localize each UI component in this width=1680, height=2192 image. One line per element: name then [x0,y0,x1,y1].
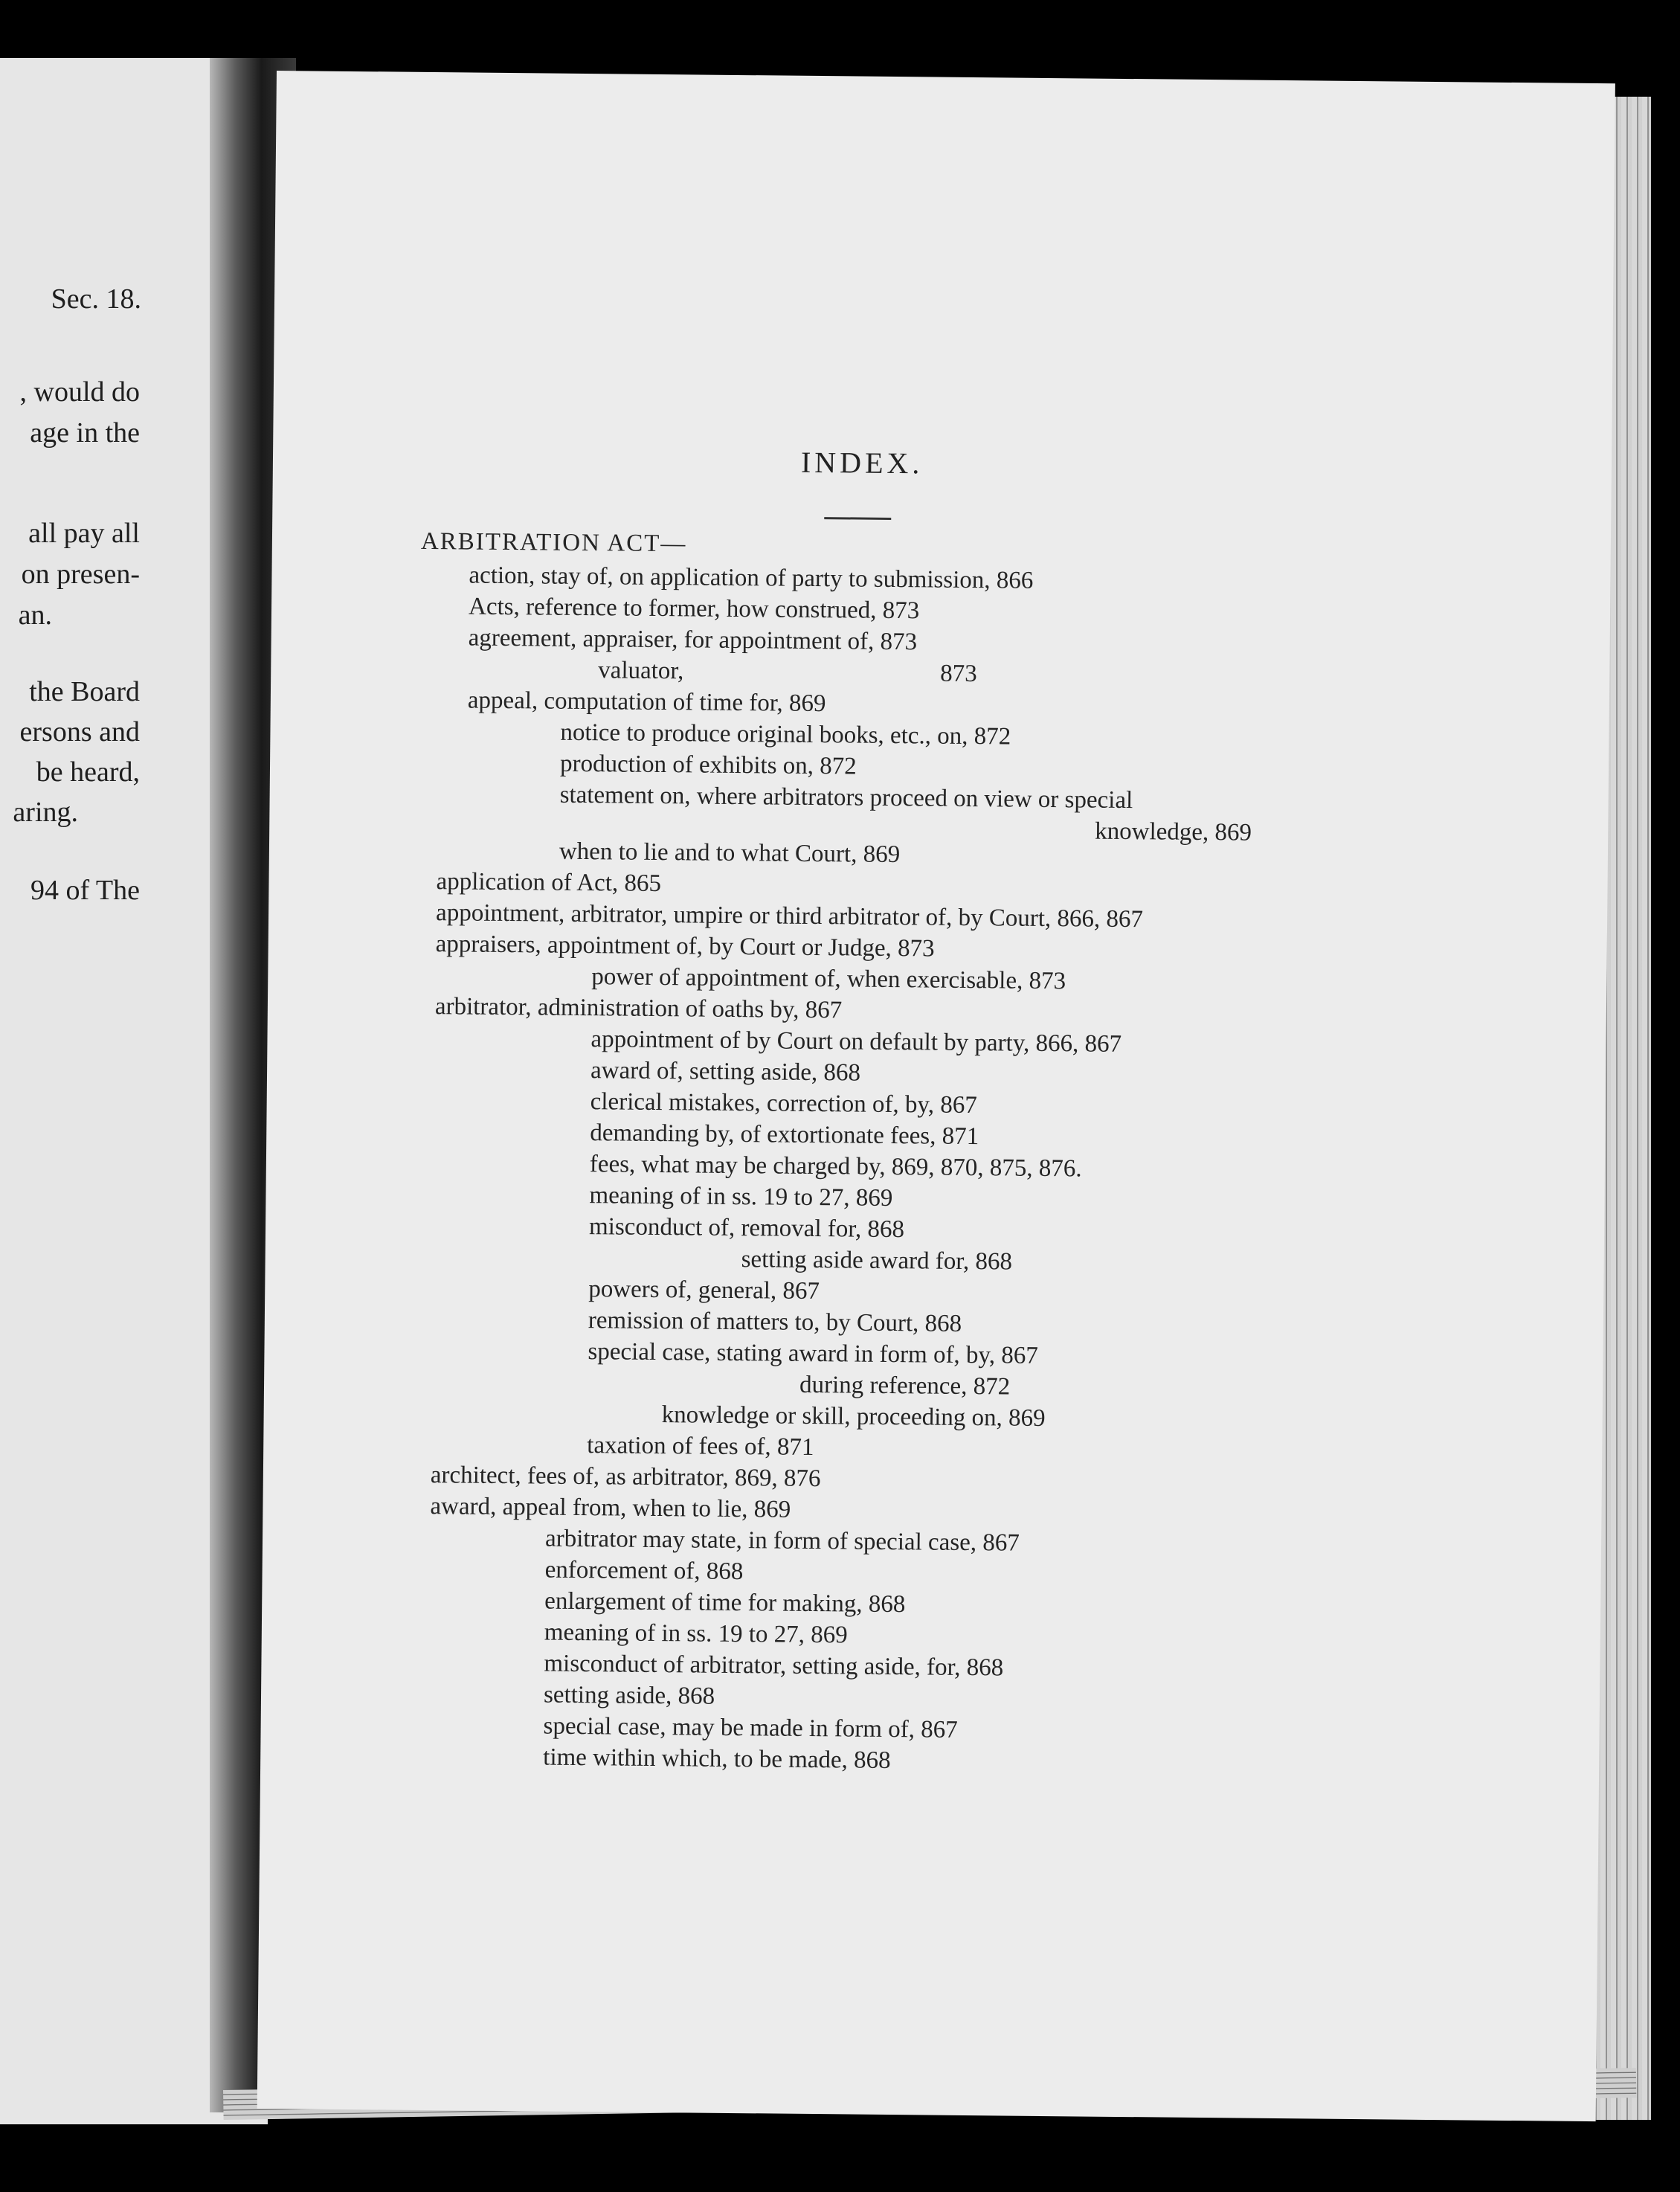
index-entry: special case, may be made in form of, 867 [543,1712,958,1743]
index-entry: enlargement of time for making, 868 [544,1587,906,1619]
index-entry: application of Act, 865 [436,868,662,898]
index-entry: fees, what may be charged by, 869, 870, 875, 876. [589,1151,1082,1183]
title-rule [824,517,891,520]
left-page-fragment: 94 of The [30,875,140,906]
index-entry: production of exhibits on, 872 [559,750,857,780]
index-entry: clerical mistakes, correction of, by, 867 [590,1088,978,1119]
left-page-fragment: on presen- [21,559,140,590]
index-entry: valuator, [598,657,684,685]
index-entry: special case, stating award in form of, by, 867 [588,1338,1039,1369]
index-entry: appraisers, appointment of, by Court or Judge, 873 [435,931,935,962]
index-entry: Acts, reference to former, how construed, 873 [468,593,920,625]
index-entry: architect, fees of, as arbitrator, 869, 876 [430,1462,821,1493]
index-entry: misconduct of, removal for, 868 [588,1213,905,1244]
index-entry: arbitrator may state, in form of special case, 867 [544,1525,1020,1557]
index-heading: ARBITRATION ACT— [420,527,687,558]
index-entry: award of, setting aside, 868 [590,1057,861,1087]
index-entry: misconduct of arbitrator, setting aside, for, 868 [544,1650,1004,1682]
index-entry: appeal, computation of time for, 869 [467,687,826,718]
left-page-fragment: be heard, [36,756,140,788]
index-entry: during reference, 872 [799,1371,1011,1401]
index-entry: when to lie and to what Court, 869 [559,838,901,869]
index-title: INDEX. [800,445,924,480]
index-entry: setting aside, 868 [543,1681,715,1710]
index-entry: setting aside award for, 868 [741,1246,1013,1276]
index-entry: powers of, general, 867 [588,1276,820,1305]
index-entry: action, stay of, on application of party to submission, 866 [469,562,1034,594]
index-entry: agreement, appraiser, for appointment of, 873 [468,624,918,656]
left-page-fragment: an. [18,600,52,631]
left-page-fragment: the Board [29,676,140,707]
index-entry: arbitrator, administration of oaths by, 867 [434,993,843,1024]
index-entry: appointment, arbitrator, umpire or third arbitrator of, by Court, 866, 867 [435,899,1144,933]
index-entry: taxation of fees of, 871 [587,1432,814,1462]
index-entry: 873 [940,660,977,688]
index-entry: meaning of in ss. 19 to 27, 869 [589,1182,893,1212]
index-entry: knowledge or skill, proceeding on, 869 [661,1401,1046,1433]
right-page [257,71,1615,2121]
index-entry: appointment of by Court on default by party, 866, 867 [590,1026,1122,1058]
left-page-fragment: all pay all [28,518,140,549]
left-page-fragment: aring. [13,797,78,828]
left-page-fragment: age in the [30,417,140,449]
index-entry: notice to produce original books, etc., on, 872 [560,719,1011,751]
index-entry: power of appointment of, when exercisable, 873 [591,963,1066,995]
index-entry: meaning of in ss. 19 to 27, 869 [544,1619,848,1649]
index-entry: enforcement of, 868 [544,1556,744,1586]
index-entry: knowledge, 869 [1095,817,1252,846]
index-entry: time within which, to be made, 868 [543,1743,891,1775]
left-page-fragment: Sec. 18. [51,283,141,315]
left-page-fragment: , would do [19,376,140,408]
left-page-fragment: ersons and [19,716,140,748]
index-entry: statement on, where arbitrators proceed on view or special [559,781,1133,814]
index-entry: remission of matters to, by Court, 868 [588,1307,962,1337]
index-entry: demanding by, of extortionate fees, 871 [590,1119,979,1151]
index-entry: award, appeal from, when to lie, 869 [430,1493,791,1523]
